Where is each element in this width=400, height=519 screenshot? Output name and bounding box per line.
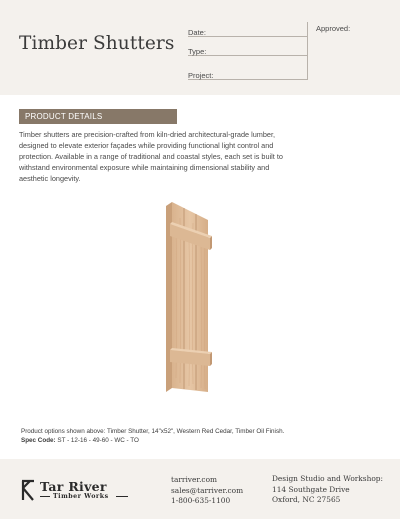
- spec-code-label: Spec Code:: [21, 437, 56, 444]
- street-address: 114 Southgate Drive: [272, 484, 350, 494]
- product-image: [150, 198, 230, 398]
- logo-wordmark: Tar River: [40, 479, 107, 494]
- email-link[interactable]: sales@tarriver.com: [171, 485, 244, 495]
- page-title: Timber Shutters: [19, 33, 175, 54]
- form-divider: [307, 22, 308, 80]
- type-field[interactable]: [188, 41, 307, 56]
- contact-info: [171, 475, 243, 507]
- logo-tagline: Timber Works: [53, 493, 109, 500]
- studio-title: Design Studio and Workshop:: [272, 474, 384, 483]
- city-address: Oxford, NC 27565: [272, 495, 341, 504]
- footer: [0, 459, 400, 519]
- phone-number[interactable]: 1-800-635-1100: [171, 496, 231, 505]
- header: [0, 0, 400, 95]
- logo-mark-icon: [20, 479, 36, 501]
- spec-code: [21, 436, 139, 445]
- spec-code-value: ST - 12-16 - 49-60 - WC - TO: [57, 437, 139, 444]
- brand-logo[interactable]: [20, 479, 140, 503]
- studio-address: [272, 474, 383, 506]
- type-label: Type:: [188, 47, 207, 56]
- project-label: Project:: [188, 71, 214, 80]
- date-field[interactable]: [188, 22, 307, 37]
- product-description: Timber shutters are precision-crafted from kiln-dried architectural-grade lumber, designed to elevate exterior façades while providing functional light control and protection. Available in a range of traditional and coastal styles, each set is built to withstand environmental exposure while maintaining dimensional stability and aesthetic longevity.: [19, 130, 283, 183]
- product-details-heading: PRODUCT DETAILS: [19, 109, 177, 124]
- website-link[interactable]: tarriver.com: [171, 475, 218, 484]
- date-label: Date:: [188, 28, 206, 37]
- shutter-illustration: [150, 198, 230, 398]
- product-options: Product options shown above: Timber Shutter, 14"x52", Western Red Cedar, Timber Oil Finish.: [21, 428, 285, 435]
- approved-label: Approved:: [316, 24, 351, 33]
- project-field[interactable]: [188, 65, 307, 80]
